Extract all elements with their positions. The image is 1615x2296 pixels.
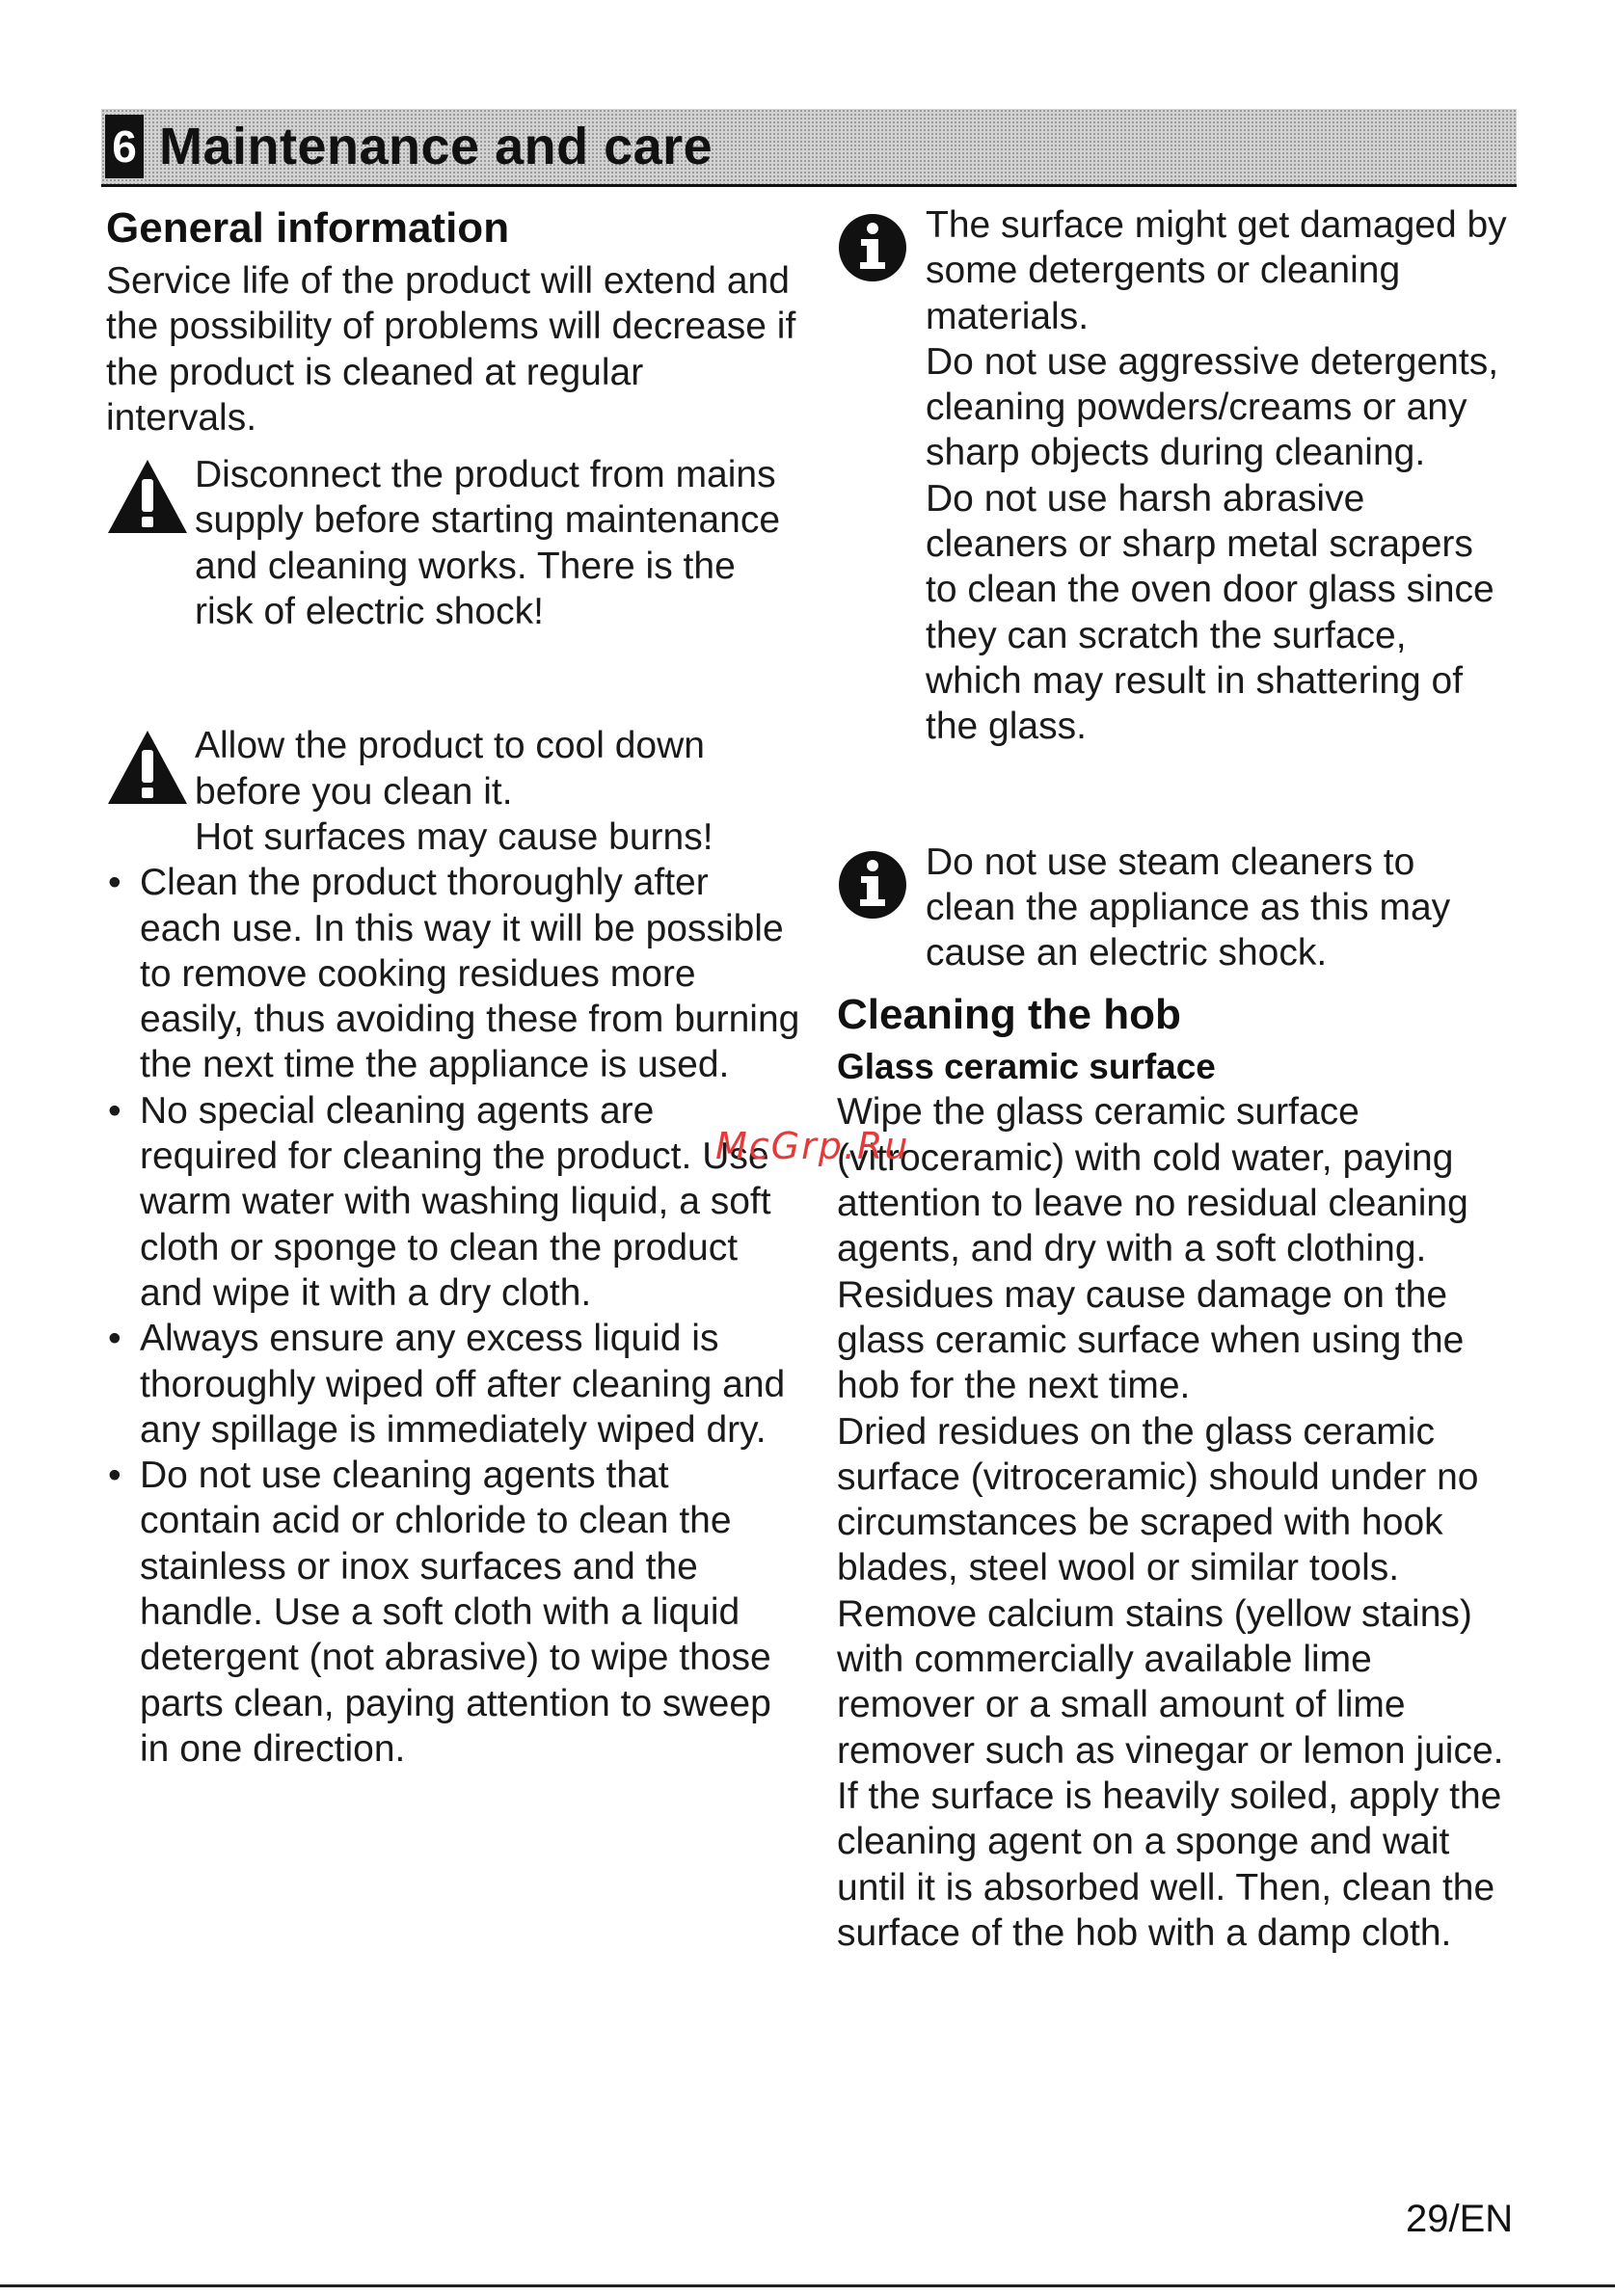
hob-paragraph: Remove calcium stains (yellow stains) with commercially available lime remover or a small amount of lime remover such as vinegar or lemon juice. [837,1592,1504,1772]
page-number: 29/EN [1406,2198,1514,2240]
list-item: • No special cleaning agents are required for cleaning the product. Use warm water with washing liquid, a soft cloth or sponge to clean the product and wipe it with a dry cloth. [106,1088,800,1316]
warning-text-electric: Disconnect the product from mains supply before starting maintenance and cleaning works. There is the risk of electric shock! [195,454,781,633]
watermark: McGrp.Ru [715,1125,910,1167]
intro-paragraph: Service life of the product will extend and the possibility of problems will decrease if the product is cleaned at regular intervals. [106,260,796,439]
section-heading-general: General information [106,204,510,252]
hob-paragraph: Dried residues on the glass ceramic surface (vitroceramic) should under no circumstances be scraped with hook blades, steel wool or similar tools. [837,1410,1479,1589]
right-column [837,202,1512,1956]
hob-paragraph: Wipe the glass ceramic surface (vitroceramic) with cold water, paying attention to leave no residual cleaning agents, and dry with a soft clothing. Residues may cause damage on the glass ceramic surface when using the hob for the next time. [837,1091,1468,1407]
list-item: • Clean the product thoroughly after each use. In this way it will be possible to remove cooking residues more easily, thus avoiding these from burning the next time the appliance is used. [106,860,800,1087]
warning-note-electric [106,452,800,634]
bottom-rule [0,2284,1615,2287]
info-note-detergents [837,202,1512,750]
warning-triangle-icon [106,458,189,537]
info-text-abrasive: Do not use harsh abrasive cleaners or sharp metal scrapers to clean the oven door glass since they can scratch the surface, which may result in shattering of the glass. [926,477,1494,748]
warning-text-burns: Hot surfaces may cause burns! [195,815,713,858]
info-circle-icon [837,212,908,283]
chapter-title: Maintenance and care [159,118,713,175]
warning-text-cool: Allow the product to cool down before you clean it. [195,725,705,813]
info-note-steam [837,840,1512,976]
warning-note-burns [106,723,800,860]
left-column [106,202,800,1772]
info-text-damage: The surface might get damaged by some detergents or cleaning materials. [926,204,1507,337]
info-text-steam: Do not use steam cleaners to clean the appliance as this may cause an electric shock. [926,841,1451,974]
cleaning-tips-list [106,860,800,1772]
subsection-heading-glass: Glass ceramic surface [837,1047,1216,1087]
list-item: • Do not use cleaning agents that contain acid or chloride to clean the stainless or inox surfaces and the handle. Use a soft cloth with a liquid detergent (not abrasive) to wipe those parts clean, paying attention to sweep in one direction. [106,1453,800,1772]
list-item: • Always ensure any excess liquid is thoroughly wiped off after cleaning and any spillage is immediately wiped dry. [106,1316,800,1453]
section-heading-hob: Cleaning the hob [837,991,1181,1039]
chapter-number: 6 [105,115,144,178]
info-text-aggressive: Do not use aggressive detergents, cleaning powders/creams or any sharp objects during cleaning. [926,340,1499,474]
info-circle-icon [837,849,908,921]
hob-paragraph: If the surface is heavily soiled, apply the cleaning agent on a sponge and wait until it is absorbed well. Then, clean the surface of the hob with a damp cloth. [837,1775,1502,1954]
chapter-header [101,109,1517,187]
warning-triangle-icon [106,729,189,808]
